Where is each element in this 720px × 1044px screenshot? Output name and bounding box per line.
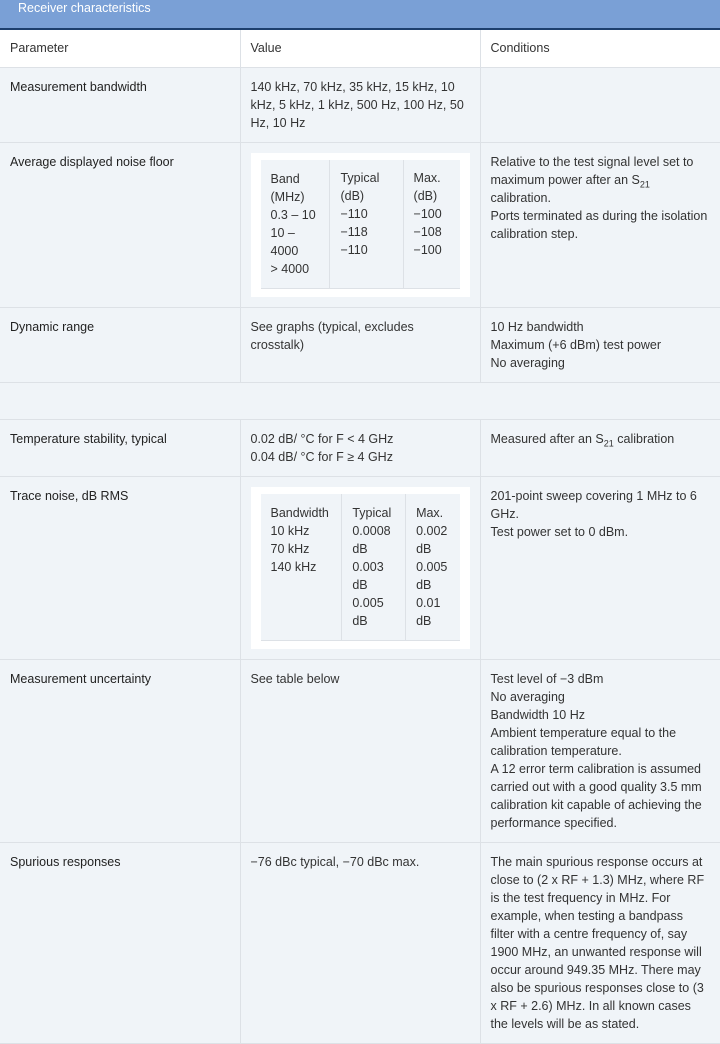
value-cell: 0.02 dB/ °C for F < 4 GHz 0.04 dB/ °C for F ≥ 4 GHz bbox=[240, 420, 480, 477]
table-row-uncertainty bbox=[0, 660, 720, 843]
typical-column: Typical 0.0008 dB 0.003 dB 0.005 dB bbox=[342, 494, 406, 641]
value-cell: See table below bbox=[240, 660, 480, 843]
noise-floor-subtable bbox=[251, 153, 470, 297]
param-cell: Measurement bandwidth bbox=[0, 68, 240, 143]
param-cell: Trace noise, dB RMS bbox=[0, 477, 240, 660]
typical-column: Typical (dB) −110 −118 −110 bbox=[330, 160, 403, 289]
conditions-cell bbox=[480, 68, 720, 143]
value-cell: −76 dBc typical, −70 dBc max. bbox=[240, 843, 480, 1044]
value-cell bbox=[240, 143, 480, 308]
header-parameter: Parameter bbox=[0, 30, 240, 68]
conditions-cell: 201-point sweep covering 1 MHz to 6 GHz. Test power set to 0 dBm. bbox=[480, 477, 720, 660]
section-title-bar bbox=[0, 0, 720, 30]
receiver-characteristics-table bbox=[0, 30, 720, 1044]
bandwidth-column: Bandwidth 10 kHz 70 kHz 140 kHz bbox=[261, 494, 342, 641]
conditions-cell: The main spurious response occurs at close to (2 x RF + 1.3) MHz, where RF is the test frequency in MHz. For example, when testing a bandpass filter with a centre frequency of, say 1900 MHz, an unwanted response will occur around 949.35 MHz. There may also be spurious responses close to (3 x RF + 2.6) MHz. In all known cases the levels will be as stated. bbox=[480, 843, 720, 1044]
table-row-temperature-stability bbox=[0, 420, 720, 477]
value-cell: See graphs (typical, excludes crosstalk) bbox=[240, 308, 480, 383]
band-column: Band (MHz) 0.3 – 10 10 – 4000 > 4000 bbox=[261, 160, 330, 289]
table-row-trace-noise bbox=[0, 477, 720, 660]
param-cell: Average displayed noise floor bbox=[0, 143, 240, 308]
param-cell: Dynamic range bbox=[0, 308, 240, 383]
section-title: Receiver characteristics bbox=[18, 1, 151, 15]
header-conditions: Conditions bbox=[480, 30, 720, 68]
max-column: Max. 0.002 dB 0.005 dB 0.01 dB bbox=[406, 494, 460, 641]
header-value: Value bbox=[240, 30, 480, 68]
trace-noise-subtable bbox=[251, 487, 470, 649]
value-cell bbox=[240, 477, 480, 660]
table-row-noise-floor bbox=[0, 143, 720, 308]
table-row-bandwidth bbox=[0, 68, 720, 143]
conditions-cell: 10 Hz bandwidth Maximum (+6 dBm) test power No averaging bbox=[480, 308, 720, 383]
table-row-spurious bbox=[0, 843, 720, 1044]
param-cell: Measurement uncertainty bbox=[0, 660, 240, 843]
value-cell: 140 kHz, 70 kHz, 35 kHz, 15 kHz, 10 kHz, 5 kHz, 1 kHz, 500 Hz, 100 Hz, 50 Hz, 10 Hz bbox=[240, 68, 480, 143]
table-header-row bbox=[0, 30, 720, 68]
param-cell: Spurious responses bbox=[0, 843, 240, 1044]
conditions-cell: Test level of −3 dBm No averaging Bandwidth 10 Hz Ambient temperature equal to the calibration temperature. A 12 error term calibration is assumed carried out with a good quality 3.5 mm calibration kit capable of achieving the performance specified. bbox=[480, 660, 720, 843]
table-row-dynamic-range bbox=[0, 308, 720, 383]
max-column: Max. (dB) −100 −108 −100 bbox=[403, 160, 459, 289]
conditions-cell: Measured after an $S_{21}$ calibration bbox=[480, 420, 720, 477]
conditions-cell: Relative to the test signal level set to maximum power after an $S_{21}$ calibration. Ports terminated as during the isolation calibration step. bbox=[480, 143, 720, 308]
table-row-spacer bbox=[0, 383, 720, 420]
param-cell: Temperature stability, typical bbox=[0, 420, 240, 477]
